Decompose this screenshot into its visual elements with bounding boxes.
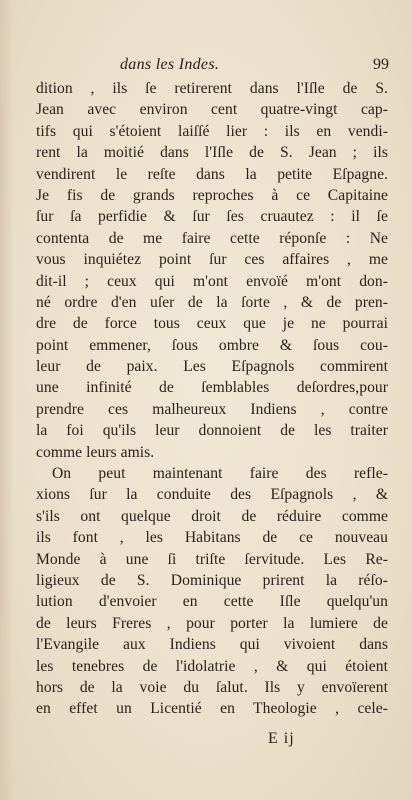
text-line: On peut maintenant faire des refle-	[52, 465, 388, 483]
text-line: xions ſur la conduite des Eſpagnols , &	[36, 486, 388, 504]
text-line: une infinité de ſemblables deſordres,pour	[36, 379, 388, 397]
signature-mark: E ij	[268, 730, 295, 747]
text-line: dit-il ; ceux qui m'ont envoïé m'ont don-	[36, 272, 388, 290]
text-line: leur de paix. Les Eſpagnols commirent	[36, 358, 388, 376]
text-line: les tenebres de l'idolatrie , & qui étoient	[36, 657, 388, 675]
text-line: dre de force tous ceux que je ne pourrai	[36, 315, 388, 333]
page-gutter-shadow	[0, 0, 14, 800]
text-line: l'Evangile aux Indiens qui vivoient dans	[36, 636, 388, 654]
running-head: dans les Indes.	[120, 56, 220, 73]
text-line: rent la moitié dans l'Iſle de S. Jean ; ils	[36, 144, 388, 162]
text-line: s'ils ont quelque droit de réduire comme	[36, 507, 388, 525]
text-line: vous inquiétez point ſur ces affaires , me	[36, 251, 388, 269]
text-line: point emmener, ſous ombre & ſous cou-	[36, 336, 388, 354]
text-line: tifs qui s'étoient laiſſé lier : ils en vendi-	[36, 122, 388, 140]
text-line: hors de la voie du ſalut. Ils y envoïerent	[36, 678, 388, 696]
page-header	[44, 56, 389, 78]
text-line: prendre ces malheureux Indiens , contre	[36, 400, 388, 418]
text-line: de leurs Freres , pour porter la lumiere de	[36, 614, 388, 632]
text-line: lution d'envoier en cette Iſle quelqu'un	[36, 593, 388, 611]
text-line: contenta de me faire cette réponſe : Ne	[36, 229, 388, 247]
text-line: Je fis de grands reproches à ce Capitaine	[36, 186, 388, 204]
text-line: Jean avec environ cent quatre-vingt cap-	[36, 101, 388, 119]
text-line: Monde à une ſi triſte ſervitude. Les Re-	[36, 550, 388, 568]
text-line: ils font , les Habitans de ce nouveau	[36, 529, 388, 547]
text-line: comme leurs amis.	[36, 443, 155, 461]
text-line: en effet un Licentié en Theologie , cele-	[36, 700, 388, 718]
text-line: la foi qu'ils leur donnoient de les traiter	[36, 422, 388, 440]
page-number: 99	[373, 56, 389, 73]
text-line: né ordre d'en uſer de la ſorte , & de pren-	[36, 293, 388, 311]
text-line: ligieux de S. Dominique prirent la réſo-	[36, 571, 388, 589]
text-line: vendirent le reſte dans la petite Eſpagne.	[36, 165, 388, 183]
body-text	[36, 78, 388, 720]
text-line: ſur ſa perfidie & ſur ſes cruautez : il ſe	[36, 208, 388, 226]
text-line: dition , ils ſe retirerent dans l'Iſle de S.	[36, 80, 388, 97]
